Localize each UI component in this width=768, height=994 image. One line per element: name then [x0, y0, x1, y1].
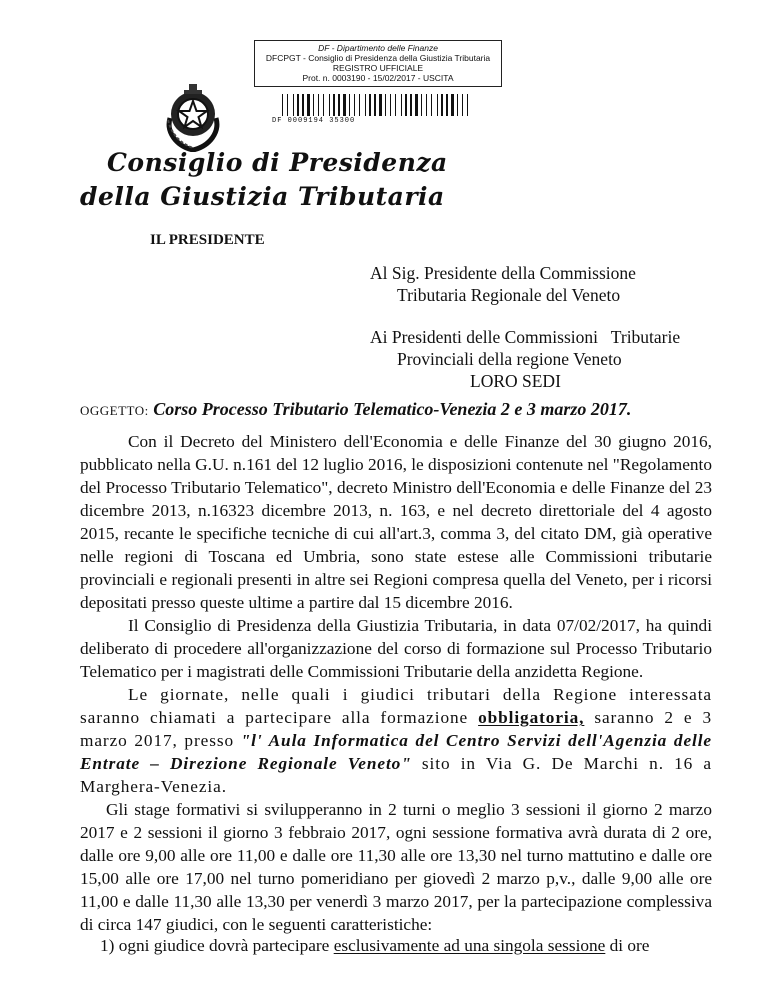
barcode-number: DF 0009194 35300: [272, 117, 356, 125]
barcode-bar: [287, 94, 288, 116]
paragraph-council: Il Consiglio di Presidenza della Giustizia Tributaria, in data 07/02/2017, ha quindi deliberato di procedere all'organizzazione del corso di formazione sul Processo Tributario Telematico per i magistrati delle Commissioni Tributarie della anzidetta Regione.: [80, 616, 712, 681]
barcode-bar: [354, 94, 355, 116]
addressee-line: Tributaria Regionale del Veneto: [397, 285, 621, 305]
venue-name: "l' Aula Informatica del Centro Servizi dell'Agenzia delle Entrate – Direzione Regionale Veneto": [80, 731, 712, 773]
addressee-line: Al Sig. Presidente della Commissione: [370, 263, 636, 283]
barcode-bar: [410, 94, 412, 116]
list-text: di ore: [605, 936, 650, 955]
addressee-regional: [370, 262, 730, 306]
barcode-bar: [293, 94, 294, 116]
mandatory-emphasis: obbligatoria,: [478, 708, 585, 727]
paragraph-dates: [80, 683, 712, 798]
list-text: 1) ogni giudice dovrà partecipare: [100, 936, 334, 955]
barcode-bar: [374, 94, 376, 116]
barcode-bar: [318, 94, 319, 116]
barcode-bar: [467, 94, 468, 116]
stamp-office: DFCPGT - Consiglio di Presidenza della Giustizia Tributaria: [265, 53, 491, 63]
council-name-line2: della Giustizia Tributaria: [80, 182, 445, 211]
subject-label: OGGETTO:: [80, 403, 149, 418]
barcode-bar: [415, 94, 418, 116]
paragraph-text: Le giornate, nelle quali i giudici tributari della Regione interessata saranno chiamati a partecipare alla formazione: [80, 685, 712, 727]
barcode-bar: [297, 94, 299, 116]
barcode-bar: [451, 94, 454, 116]
barcode-bar: [462, 94, 463, 116]
barcode-bar: [401, 94, 402, 116]
barcode-bar: [302, 94, 304, 116]
barcode-bar: [426, 94, 427, 116]
addressee-line: Provinciali della regione Veneto: [397, 349, 622, 369]
paragraph-text: saranno 2 e 3 marzo 2017, presso: [80, 708, 712, 750]
paragraph-text: sito in Via G. De Marchi n. 16 a Marghera-Venezia.: [80, 754, 712, 796]
barcode-bar: [338, 94, 340, 116]
addressee-provincial: [370, 326, 730, 392]
barcode-bar: [333, 94, 335, 116]
subject-line: [80, 399, 631, 420]
barcode-bar: [457, 94, 458, 116]
stamp-department: DF - Dipartimento delle Finanze: [318, 43, 438, 53]
barcode-bar: [431, 94, 432, 116]
barcode-bar: [359, 94, 360, 116]
barcode: [282, 94, 472, 116]
barcode-bar: [405, 94, 407, 116]
barcode-bar: [313, 94, 314, 116]
barcode-bar: [421, 94, 422, 116]
paragraph-sessions: Gli stage formativi si svilupperanno in 2 turni o meglio 3 sessioni il giorno 2 marzo 2017 e 2 sessioni il giorno 3 febbraio 2017, ogni sessione formativa avrà durata di 2 ore, dalle ore 9,00 alle ore 11,00 e dalle ore 11,30 alle ore 13,30 nel turno mattutino e dalle ore 15,00 alle ore 17,00 nel turno pomeridiano per giovedì 2 marzo p,v., dalle 9,00 alle ore 11,00 e dalle 11,30 alle 13,30 per venerdì 3 marzo 2017, per la partecipazione complessiva di circa 147 giudici, con le seguenti caratteristiche:: [80, 800, 712, 934]
addressee-line: LORO SEDI: [470, 371, 561, 391]
barcode-bar: [343, 94, 346, 116]
barcode-bar: [369, 94, 371, 116]
paragraph-decree: Con il Decreto del Ministero dell'Economia e delle Finanze del 30 giugno 2016, pubblicato nella G.U. n.161 del 12 luglio 2016, le disposizioni contenute nel "Regolamento del Processo Tributario Telematico", decreto Ministro dell'Economia e delle Finanze del 23 dicembre 2013, n.16323 dicembre 2013, n. 163, e nel decreto direttoriale del 4 agosto 2015, recante le specifiche tecniche di cui all'art.3, comma 3, del citato DM, già operative nelle regioni di Toscana ed Umbria, sono state estese alle Commissioni tributarie provinciali e regionali presenti in altre sei Regioni compresa quella del Veneto, per i ricorsi depositati presso queste ultime a partire dal 15 dicembre 2016.: [80, 432, 712, 612]
protocol-stamp: [254, 40, 502, 87]
list-emphasis: esclusivamente ad una singola sessione: [333, 936, 606, 955]
barcode-bar: [323, 94, 324, 116]
barcode-bar: [349, 94, 350, 116]
barcode-bar: [390, 94, 391, 116]
barcode-bar: [437, 94, 438, 116]
barcode-bar: [441, 94, 443, 116]
letter-body: [80, 430, 712, 936]
stamp-protocol-number: Prot. n. 0003190 - 15/02/2017 - USCITA: [302, 73, 454, 83]
barcode-bar: [282, 94, 283, 116]
barcode-bar: [446, 94, 448, 116]
sender-title: IL PRESIDENTE: [150, 232, 265, 248]
subject-text: Corso Processo Tributario Telematico-Venezia 2 e 3 marzo 2017.: [153, 399, 632, 419]
barcode-bar: [365, 94, 366, 116]
stamp-register: REGISTRO UFFICIALE: [332, 63, 424, 73]
barcode-bar: [385, 94, 386, 116]
council-name-line1: Consiglio di Presidenza: [107, 148, 448, 177]
republic-emblem-icon: [162, 80, 224, 152]
addressee-line: Ai Presidenti delle Commissioni Tributarie: [370, 327, 681, 347]
barcode-bar: [329, 94, 330, 116]
list-item: [100, 936, 720, 956]
barcode-bar: [307, 94, 310, 116]
barcode-bar: [379, 94, 382, 116]
barcode-bar: [395, 94, 396, 116]
